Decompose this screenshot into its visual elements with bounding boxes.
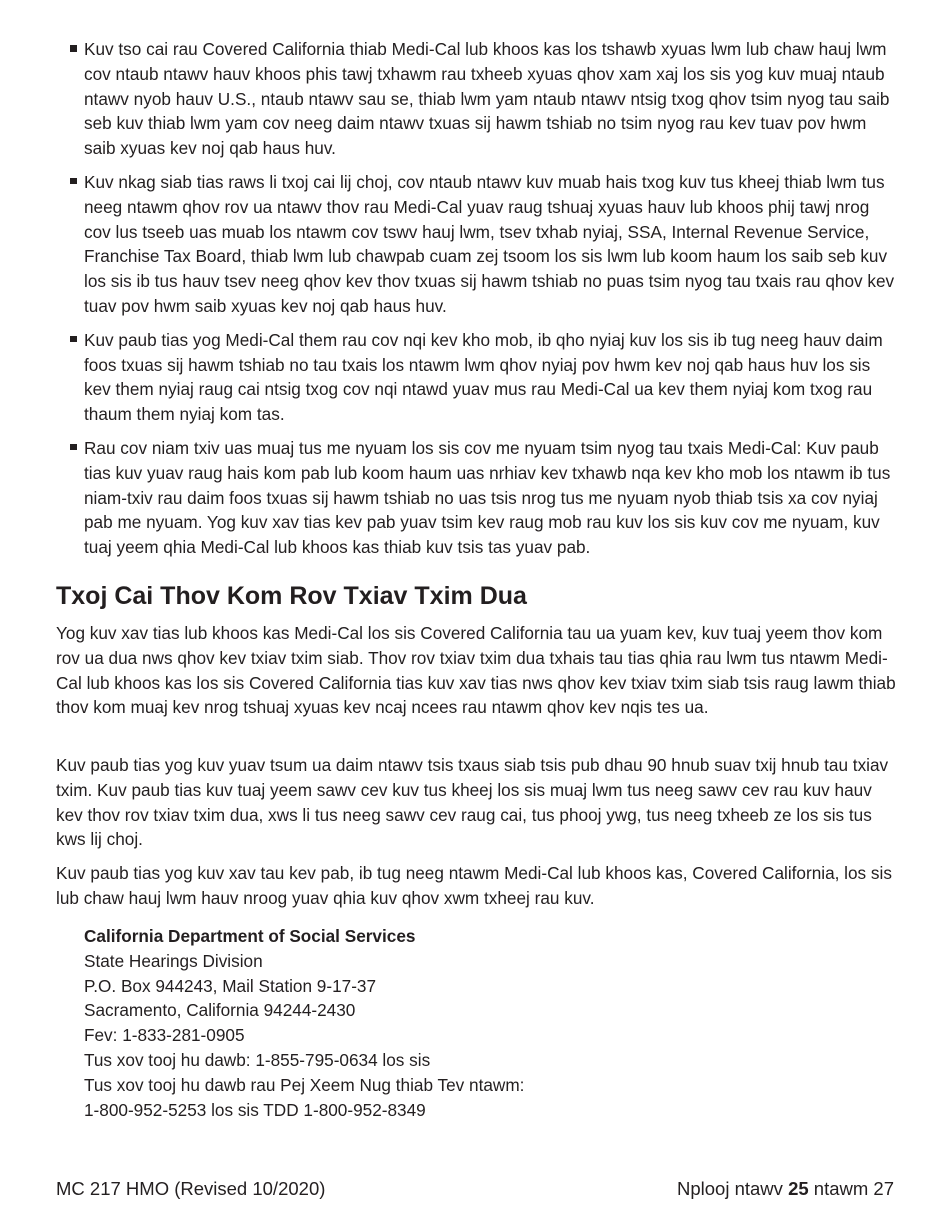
bullet-square-icon: [70, 178, 77, 185]
fax-line: Fev: 1-833-281-0905: [84, 1025, 245, 1046]
bullet-item: Kuv nkag siab tias raws li txoj cai lij choj, cov ntaub ntawv kuv muab hais txog kuv tus kheej thiab lwm tus neeg ntawm qhov rov ua ntawv thov rau Medi-Cal yuav raug tshuaj xyuas hauv lub khoos phij tawj nrog cov lus tseeb uas muab los ntawm cov tswv hauj lwm, tsev txhab nyiaj, SSA, Internal Revenue Service, Franchise Tax Board, thiab lwm lub chawpab cuam zej tsoom los sis lwm lub koom haum los saib seb kuv los sis ib tus hauv tsev neeg qhov kev thov txuas sij hawm tshiab no puas tsim nyog tau txais rau qhov kev tuav pov hwm saib xyuas kev noj qab haus huv.: [70, 170, 900, 319]
current-page-number: 25: [788, 1178, 809, 1199]
bullet-item: Kuv paub tias yog Medi-Cal them rau cov nqi kev kho mob, ib qho nyiaj kuv los sis ib tug neeg hauv daim foos txuas sij hawm tshiab no tau txais los ntawm lwm qhov nyiaj pov hwm kev noj qab haus huv los sis kev them nyiaj raug cai ntsig txog cov nqi ntawd yuav mus rau Medi-Cal ua kev them nyiaj kom txog rau thaum them nyiaj kom tas.: [70, 328, 900, 427]
address-line: State Hearings Division: [84, 950, 263, 971]
bullet-square-icon: [70, 336, 77, 343]
section-paragraph: Yog kuv xav tias lub khoos kas Medi-Cal los sis Covered California tau ua yuam kev, kuv tuaj yeem thov kom rov ua dua nws qhov kev txiav txim siab. Thov rov txiav txim dua txhais tau tias qhia rau lwm tus ntawm Medi-Cal lub khoos kas los sis Covered California tias kuv xav tias nws qhov kev txiav txim siab tsis raug lawm thiab thov kom muaj kev nrog tshuaj xyuas kev ncaj ncees rau ntawm qhov kev nqis tes ua.: [56, 623, 896, 718]
bullet-square-icon: [70, 444, 77, 451]
bullet-item: Rau cov niam txiv uas muaj tus me nyuam los sis cov me nyuam tsim nyog tau txais Medi-Cal: Kuv paub tias kuv yuav raug hais kom pab lub koom haum uas nrhiav kev txhawb nqa kev kho mob los ntawm ib tus niam-txiv rau daim foos txuas sij hawm tshiab no uas tsis nrog tus me nyuam nyob thiab tsis xa cov nyiaj pab me nyuam. Yog kuv xav tias kev pab yuav tsim kev raug mob rau kuv los sis kuv cov me nyuam, kuv tuaj yeem qhia Medi-Cal lub khoos kas thiab kuv tsis tas yuav pab.: [70, 436, 900, 560]
acknowledgement-bullet-list: [70, 37, 900, 569]
total-pages: 27: [873, 1178, 894, 1199]
public-inquiry-phone-numbers: 1-800-952-5253 los sis TDD 1-800-952-8349: [84, 1099, 426, 1120]
section-paragraph: Kuv paub tias yog kuv xav tau kev pab, ib tug neeg ntawm Medi-Cal lub khoos kas, Covered California, los sis lub chaw hauj lwm hauv nroog yuav qhia kuv qhov xwm txheej rau kuv.: [56, 863, 892, 908]
bullet-item: Kuv tso cai rau Covered California thiab Medi-Cal lub khoos kas los tshawb xyuas lwm lub chaw hauj lwm cov ntaub ntawv hauv khoos phis tawj txhawm rau txheeb xyuas qhov xam xaj los sis yog kuv muaj ntaub ntawv nyob hauv U.S., ntaub ntawv sau se, thiab lwm yam ntaub ntawv ntsig txog qhov tsim nyog tau saib seb kuv thiab lwm yam cov neeg daim ntawv txuas sij hawm tshiab no tsim nyog rau kev tuav pov hwm saib xyuas kev noj qab haus huv.: [70, 37, 900, 161]
bullet-square-icon: [70, 45, 77, 52]
address-line: P.O. Box 944243, Mail Station 9-17-37: [84, 975, 377, 996]
public-inquiry-phone-label: Tus xov tooj hu dawb rau Pej Xeem Nug thiab Tev ntawm:: [84, 1074, 525, 1095]
page-number-indicator: Nplooj ntawv 25 ntawm 27: [677, 1178, 894, 1199]
form-identifier: MC 217 HMO (Revised 10/2020): [56, 1178, 326, 1199]
section-heading: Txoj Cai Thov Kom Rov Txiav Txim Dua: [56, 582, 527, 610]
address-line: Sacramento, California 94244-2430: [84, 1000, 356, 1021]
section-paragraph: Kuv paub tias yog kuv yuav tsum ua daim ntawv tsis txaus siab tsis pub dhau 90 hnub suav txij hnub tau txiav txim. Kuv paub tias kuv tuaj yeem sawv cev kuv tus kheej los sis muaj lwm tus neeg sawv cev rau kuv hauv kev thov rov txiav txim dua, xws li tus neeg sawv cev raug cai, tus phooj ywg, tus neeg txheeb ze los sis tus kws lij choj.: [56, 755, 889, 850]
contact-address-block: [84, 924, 524, 1122]
toll-free-phone-line: Tus xov tooj hu dawb: 1-855-795-0634 los sis: [84, 1049, 431, 1070]
address-organization: California Department of Social Services: [84, 926, 416, 946]
